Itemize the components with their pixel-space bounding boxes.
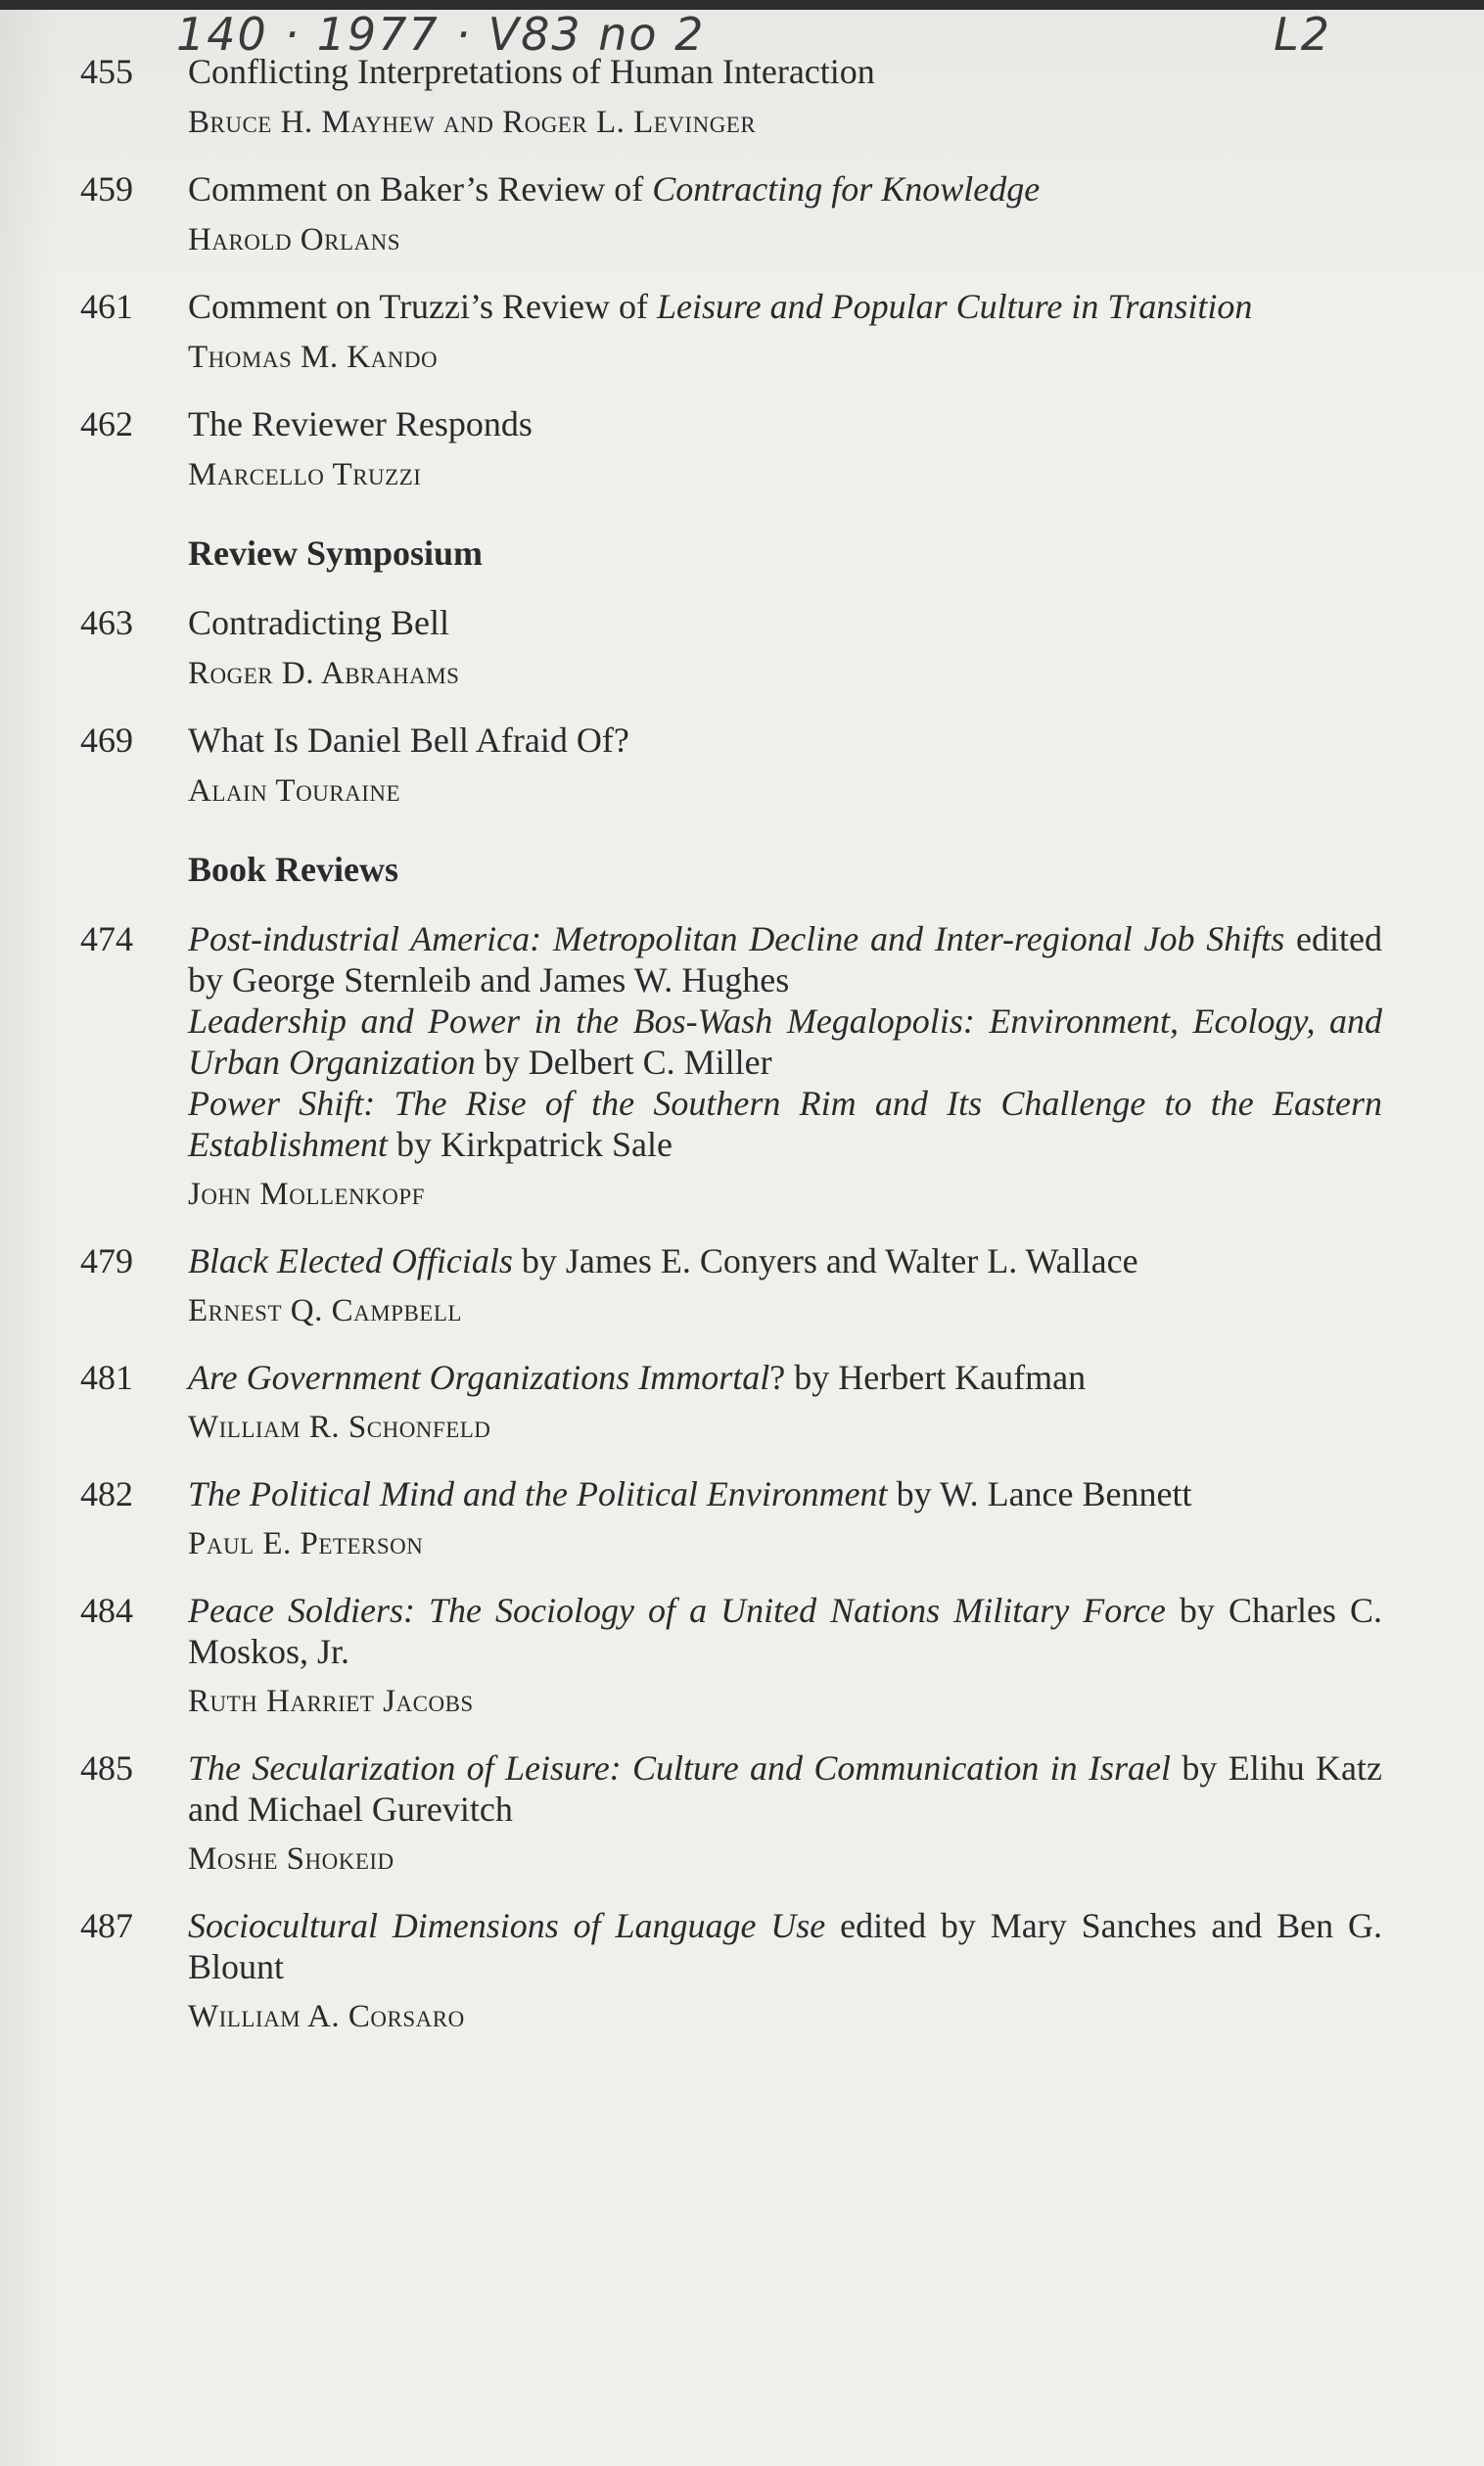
entry-body <box>188 1905 1382 2036</box>
entry-body <box>188 1240 1382 1330</box>
book-credit: ? by Herbert Kaufman <box>769 1358 1087 1397</box>
toc-entry <box>80 602 1382 693</box>
page-number: 479 <box>80 1241 133 1280</box>
reviewer-name: Moshe Shokeid <box>188 1841 394 1877</box>
book-credit: by Charles C. Moskos, Jr. <box>188 1591 1382 1671</box>
entry-body <box>188 168 1382 259</box>
toc-entry <box>80 51 1382 142</box>
entry-body <box>188 1357 1382 1447</box>
reviewer-name: William A. Corsaro <box>188 1999 465 2034</box>
book-title: Peace Soldiers: The Sociology of a United Nations Military Force <box>188 1591 1166 1630</box>
article-title: The Reviewer Responds <box>188 404 533 443</box>
reviewed-book <box>188 1747 1382 1830</box>
article-author: Thomas M. Kando <box>188 340 439 375</box>
reviewed-book <box>188 1905 1382 1987</box>
page-number: 487 <box>80 1906 133 1945</box>
book-credit: by Kirkpatrick Sale <box>388 1125 672 1164</box>
book-title: Are Government Organizations Immortal <box>188 1358 770 1397</box>
page-number: 455 <box>80 52 133 91</box>
book-credit: by Delbert C. Miller <box>475 1043 772 1082</box>
book-title: The Secularization of Leisure: Culture and Communication in Israel <box>188 1748 1172 1788</box>
page-number: 462 <box>80 404 133 443</box>
reviewer-name: John Mollenkopf <box>188 1177 425 1212</box>
title-italic-text: Contracting for Knowledge <box>652 169 1041 209</box>
toc-entry <box>80 720 1382 811</box>
reviewed-book <box>188 1590 1382 1672</box>
article-title <box>188 168 1382 210</box>
reviewed-book <box>188 1357 1382 1398</box>
toc-entry <box>80 1357 1382 1447</box>
article-title <box>188 286 1382 328</box>
table-of-contents <box>80 51 1382 2063</box>
toc-entry <box>80 286 1382 377</box>
section-heading-review-symposium: Review Symposium <box>188 534 484 573</box>
book-credit: edited by George Sternleib and James W. Hughes <box>188 919 1382 1000</box>
reviewer-name: Ernest Q. Campbell <box>188 1293 462 1328</box>
page-number: 485 <box>80 1748 133 1788</box>
toc-entry <box>80 168 1382 259</box>
book-title: Post-industrial America: Metropolitan Decline and Inter-regional Job Shifts <box>188 919 1285 958</box>
book-credit: edited by Mary Sanches and Ben G. Blount <box>188 1906 1382 1986</box>
entry-body <box>188 403 1382 494</box>
title-text: Comment on Baker’s Review of <box>188 169 653 209</box>
reviewed-book <box>188 918 1382 1000</box>
book-title: Power Shift: The Rise of the Southern Rim and Its Challenge to the Eastern Establishment <box>188 1084 1382 1164</box>
reviewed-book <box>188 1000 1382 1083</box>
article-author: Bruce H. Mayhew and Roger L. Levinger <box>188 105 757 140</box>
title-italic-text: Leisure and Popular Culture in Transition <box>657 287 1253 326</box>
entry-body <box>188 51 1382 142</box>
page-number: 482 <box>80 1474 133 1513</box>
article-title: Conflicting Interpretations of Human Interaction <box>188 52 875 91</box>
article-title: Contradicting Bell <box>188 603 449 642</box>
book-title: Sociocultural Dimensions of Language Use <box>188 1906 826 1945</box>
page-number: 461 <box>80 287 133 326</box>
page-number: 469 <box>80 721 133 760</box>
handwritten-call-number-left: 140 · 1977 · V83 no 2 <box>176 8 706 61</box>
handwritten-call-number-right: L2 <box>1274 8 1331 61</box>
page-number: 474 <box>80 919 133 958</box>
reviewed-book <box>188 1240 1382 1281</box>
reviewer-name: William R. Schonfeld <box>188 1410 491 1445</box>
page-number: 459 <box>80 169 133 209</box>
book-title: Leadership and Power in the Bos-Wash Megalopolis: Environment, Ecology, and Urban Organization <box>188 1001 1382 1082</box>
toc-entry <box>80 1747 1382 1879</box>
page-number: 484 <box>80 1591 133 1630</box>
entry-body <box>188 1747 1382 1879</box>
toc-entry <box>80 1473 1382 1563</box>
book-title: The Political Mind and the Political Environment <box>188 1474 888 1513</box>
entry-body <box>188 720 1382 811</box>
title-text: Comment on Truzzi’s Review of <box>188 287 657 326</box>
book-credit: by James E. Conyers and Walter L. Wallace <box>512 1241 1138 1280</box>
article-author: Harold Orlans <box>188 222 401 257</box>
entry-body <box>188 286 1382 377</box>
article-title: What Is Daniel Bell Afraid Of? <box>188 721 629 760</box>
article-author: Roger D. Abrahams <box>188 656 460 691</box>
toc-entry <box>80 918 1382 1214</box>
book-credit: by W. Lance Bennett <box>887 1474 1192 1513</box>
toc-entry <box>80 403 1382 494</box>
book-title: Black Elected Officials <box>188 1241 513 1280</box>
toc-entry <box>80 1240 1382 1330</box>
reviewer-name: Ruth Harriet Jacobs <box>188 1684 474 1719</box>
entry-body <box>188 602 1382 693</box>
toc-entry <box>80 1590 1382 1721</box>
toc-entry <box>80 1905 1382 2036</box>
entry-body <box>188 918 1382 1214</box>
section-heading-book-reviews: Book Reviews <box>188 850 398 889</box>
reviewed-book <box>188 1473 1382 1514</box>
article-author: Alain Touraine <box>188 773 401 809</box>
page-number: 463 <box>80 603 133 642</box>
reviewed-book <box>188 1083 1382 1165</box>
page-number: 481 <box>80 1358 133 1397</box>
reviewer-name: Paul E. Peterson <box>188 1526 424 1561</box>
entry-body <box>188 1590 1382 1721</box>
book-credit: by Elihu Katz and Michael Gurevitch <box>188 1748 1383 1829</box>
article-author: Marcello Truzzi <box>188 457 422 492</box>
entry-body <box>188 1473 1382 1563</box>
